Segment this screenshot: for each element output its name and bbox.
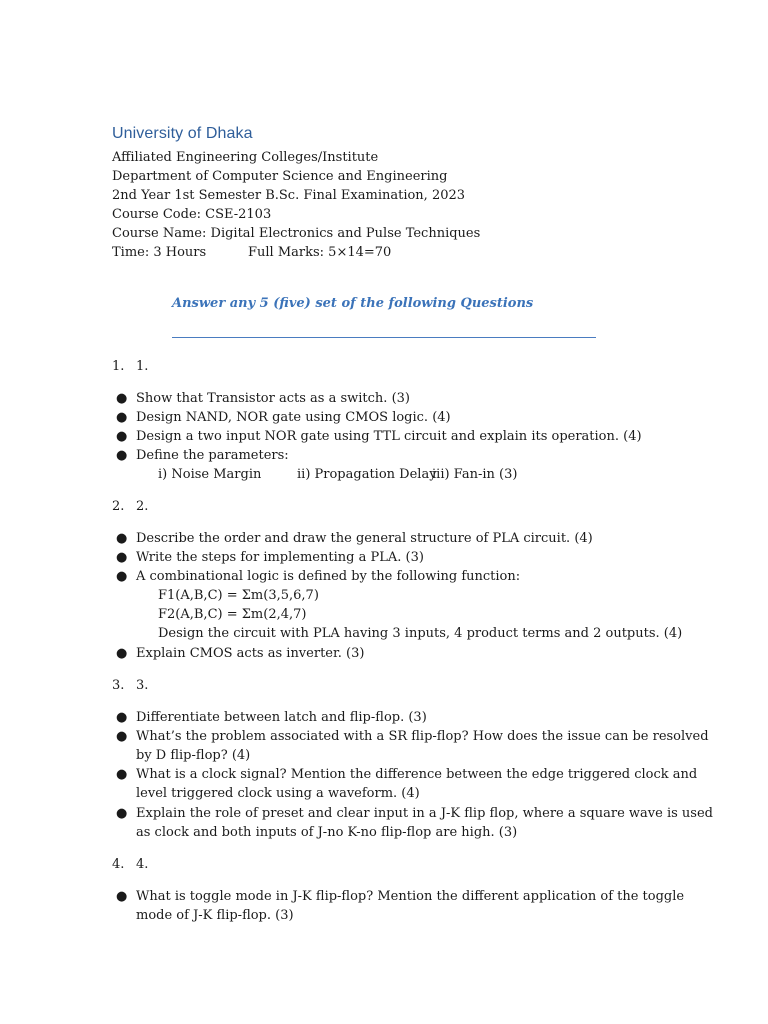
university-title: University of Dhaka bbox=[112, 125, 253, 142]
question-label: 3. bbox=[136, 678, 149, 693]
list-item-continuation: level triggered clock using a waveform. (4) bbox=[136, 786, 420, 801]
question-heading-2 bbox=[0, 497, 768, 516]
question-number: 4. bbox=[112, 857, 125, 872]
list-item-continuation: by D flip-flop? (4) bbox=[136, 748, 251, 763]
divider-rule bbox=[172, 337, 596, 338]
question-heading-3 bbox=[0, 676, 768, 695]
bullet-icon: ● bbox=[116, 889, 128, 904]
bullet-icon: ● bbox=[116, 569, 128, 584]
full-marks: Full Marks: 5×14=70 bbox=[248, 245, 392, 260]
bullet-icon: ● bbox=[116, 391, 128, 406]
bullet-icon: ● bbox=[116, 767, 128, 782]
param-fan-in: iii) Fan-in (3) bbox=[432, 467, 518, 482]
bullet-icon: ● bbox=[116, 806, 128, 821]
design-instruction: Design the circuit with PLA having 3 inputs, 4 product terms and 2 outputs. (4) bbox=[158, 626, 683, 641]
course-name: Course Name: Digital Electronics and Pulse Techniques bbox=[112, 226, 481, 241]
question-label: 4. bbox=[136, 857, 149, 872]
list-item-continuation: mode of J-K flip-flop. (3) bbox=[136, 908, 294, 923]
department-line: Department of Computer Science and Engineering bbox=[112, 169, 448, 184]
question-number: 1. bbox=[112, 359, 125, 374]
question-label: 2. bbox=[136, 499, 149, 514]
question-label: 1. bbox=[136, 359, 149, 374]
exam-page: University of Dhaka Affiliated Engineering Colleges/Institute Department of Computer Science and Engineering 2nd Year 1st Semester B.Sc. Final Examination, 2023 Course Code: CSE-2103 Course Name: Digital Electronics and Pulse Techniques Time: 3 Hours Full Marks: 5×14=70 Answer any 5 (five) set of the following Questions 1. 1. ● Show that Transistor acts as a switch. (3) ● Design NAND, NOR gate using CMOS logic. (4) ● Design a two input NOR gate using TTL circuit and explain its operation. (4) ● Define the parameters: i) Noise Margin ii) Propagation Delay iii) Fan-in (3) 2. 2. ● Describe the order and draw the general structure of PLA circuit. (4) ● Write the steps for implementing a PLA. (3) ● A combinational logic is defined by the following function: F1(A,B,C) = Σm(3,5,6,7) F2(A,B,C) = Σm(2,4,7) Design the circuit with PLA having 3 inputs, 4 product terms and 2 outputs. (4) ● Explain CMOS acts as inverter. (3) 3. 3. ● Differentiate between latch and flip-flop. (3) ● What’s the problem associated with a SR flip-flop? How does the issue can be resolved by D flip-flop? (4) ● What is a clock signal? Mention the difference between the edge triggered clock and level triggered clock using a waveform. (4) ● Explain the role of preset and clear input in a J-K flip flop, where a square wave is used as clock and both inputs of J-no K-no flip-flop are high. (3) 4. 4. ● What is toggle mode in J-K flip-flop? Mention the different application of the toggle mode of J-K flip-flop. (3) bbox=[0, 0, 768, 1024]
bullet-icon: ● bbox=[116, 531, 128, 546]
param-propagation-delay: ii) Propagation Delay bbox=[297, 467, 437, 482]
exam-line: 2nd Year 1st Semester B.Sc. Final Examination, 2023 bbox=[112, 188, 466, 203]
bullet-icon: ● bbox=[116, 448, 128, 463]
question-number: 3. bbox=[112, 678, 125, 693]
instruction-text: Answer any 5 (five) set of the following Questions bbox=[172, 296, 534, 311]
function-f2: F2(A,B,C) = Σm(2,4,7) bbox=[158, 607, 307, 622]
question-heading-4 bbox=[0, 855, 768, 874]
course-code: Course Code: CSE-2103 bbox=[112, 207, 272, 222]
bullet-icon: ● bbox=[116, 729, 128, 744]
question-number: 2. bbox=[112, 499, 125, 514]
bullet-icon: ● bbox=[116, 550, 128, 565]
bullet-icon: ● bbox=[116, 429, 128, 444]
question-heading-1 bbox=[0, 357, 768, 376]
exam-time: Time: 3 Hours bbox=[112, 245, 207, 260]
list-item-continuation: as clock and both inputs of J-no K-no flip-flop are high. (3) bbox=[136, 825, 518, 840]
affiliation-line: Affiliated Engineering Colleges/Institute bbox=[112, 150, 379, 165]
param-noise-margin: i) Noise Margin bbox=[158, 467, 262, 482]
function-f1: F1(A,B,C) = Σm(3,5,6,7) bbox=[158, 588, 319, 603]
bullet-icon: ● bbox=[116, 646, 128, 661]
bullet-icon: ● bbox=[116, 410, 128, 425]
bullet-icon: ● bbox=[116, 710, 128, 725]
